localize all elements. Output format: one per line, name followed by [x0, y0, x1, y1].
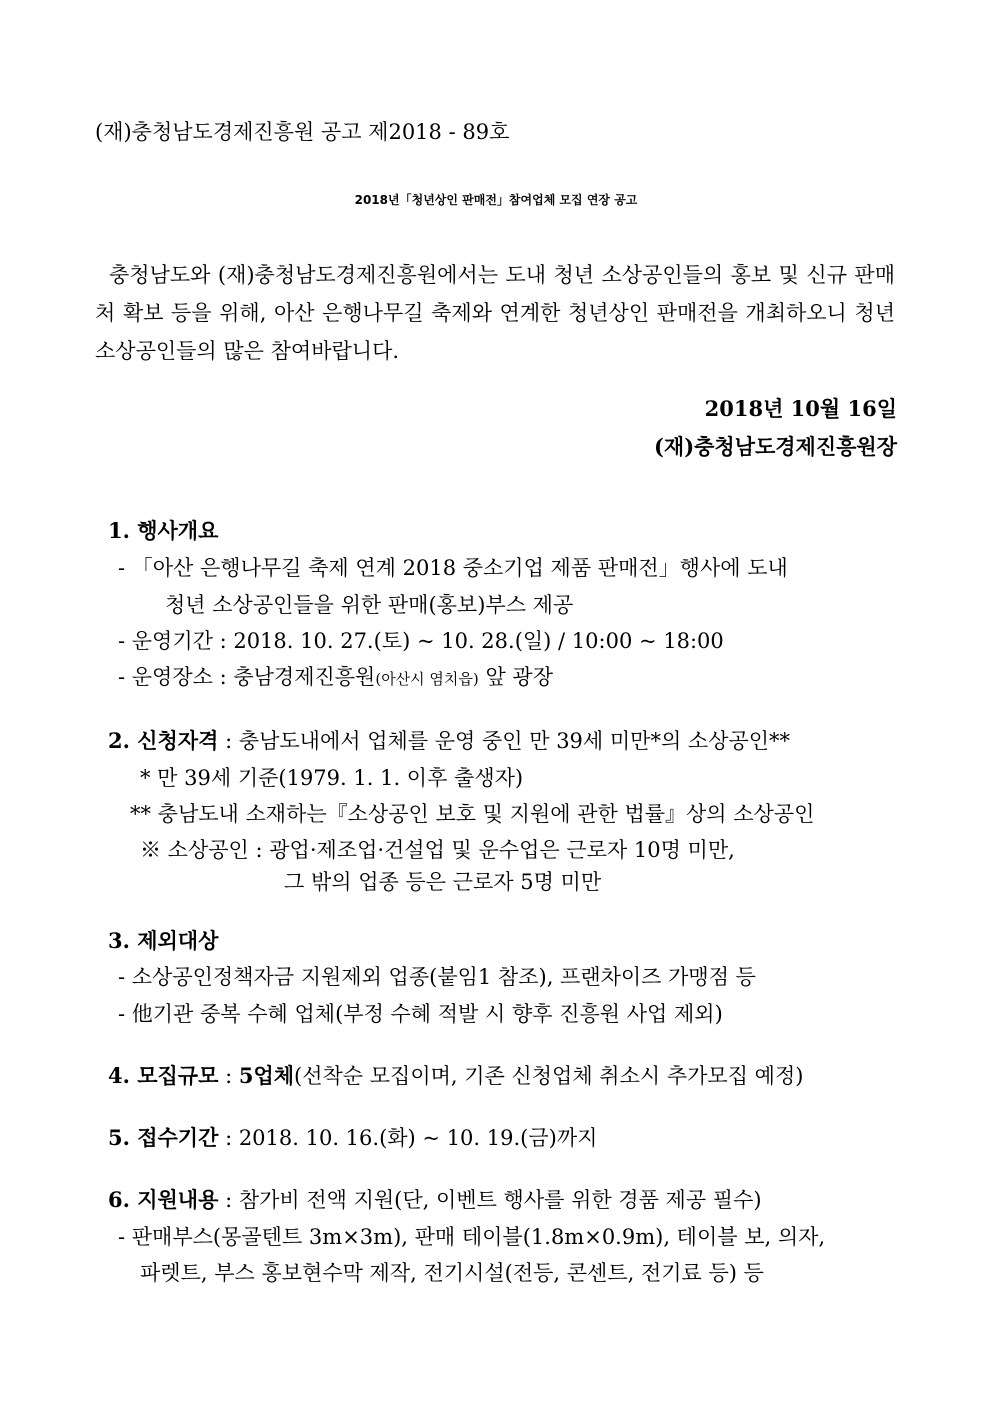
section-4-heading: 4. 모집규모: [108, 1063, 219, 1088]
section-3-item-1: - 소상공인정책자금 지원제외 업종(붙임1 참조), 프랜차이즈 가맹점 등: [118, 965, 756, 989]
section-1-item-1: - 「아산 은행나무길 축제 연계 2018 중소기업 제품 판매전」행사에 도내: [118, 556, 788, 580]
section-2-line: [108, 727, 790, 755]
section-4-text: (선착순 모집이며, 기존 신청업체 취소시 추가모집 예정): [294, 1064, 804, 1088]
notice-number: (재)충청남도경제진흥원 공고 제2018 - 89호: [95, 120, 510, 144]
venue-location: (아산시 염치읍): [375, 670, 479, 688]
section-2-note-1: * 만 39세 기준(1979. 1. 1. 이후 출생자): [140, 766, 524, 790]
section-6-text: : 참가비 전액 지원(단, 이벤트 행사를 위한 경품 제공 필수): [218, 1188, 762, 1212]
section-5-text: : 2018. 10. 16.(화) ~ 10. 19.(금)까지: [218, 1126, 598, 1150]
section-3-heading: 3. 제외대상: [108, 928, 219, 953]
section-1-item-1-cont: 청년 소상공인들을 위한 판매(홍보)부스 제공: [165, 593, 574, 617]
venue-tail: 앞 광장: [478, 665, 553, 689]
section-6-item-1-cont: 파렛트, 부스 홍보현수막 제작, 전기시설(전등, 콘센트, 전기료 등) 등: [140, 1261, 764, 1285]
section-2-note-4: 그 밖의 업종 등은 근로자 5명 미만: [284, 870, 602, 894]
announcement-date: 2018년 10월 16일: [704, 396, 897, 421]
section-4-line: [108, 1062, 803, 1090]
section-4-sep: :: [218, 1064, 239, 1088]
section-2-heading: 2. 신청자격: [108, 728, 219, 753]
section-4-count: 5업체: [238, 1063, 295, 1088]
intro-paragraph: 충청남도와 (재)충청남도경제진흥원에서는 도내 청년 소상공인들의 홍보 및 신규 판매처 확보 등을 위해, 아산 은행나무길 축제와 연계한 청년상인 판매전을 개최하오니 청년 소상공인들의 많은 참여바랍니다.: [95, 263, 895, 363]
section-5-line: [108, 1124, 597, 1152]
section-6-item-1: - 판매부스(몽골텐트 3m×3m), 판매 테이블(1.8m×0.9m), 테이블 보, 의자,: [118, 1225, 826, 1249]
section-6-line: [108, 1186, 762, 1214]
section-3-item-2: - 他기관 중복 수혜 업체(부정 수혜 적발 시 향후 진흥원 사업 제외): [118, 1002, 723, 1026]
section-6-heading: 6. 지원내용: [108, 1187, 219, 1212]
section-2-note-3: ※ 소상공인 : 광업·제조업·건설업 및 운수업은 근로자 10명 미만,: [140, 838, 735, 862]
venue-label: - 운영장소 : 충남경제진흥원: [118, 665, 376, 689]
section-1-item-2: - 운영기간 : 2018. 10. 27.(토) ~ 10. 28.(일) / 10:00 ~ 18:00: [118, 629, 724, 653]
signer: (재)충청남도경제진흥원장: [653, 434, 897, 459]
section-2-text: : 충남도내에서 업체를 운영 중인 만 39세 미만*의 소상공인**: [218, 729, 791, 753]
document-title: 2018년「청년상인 판매전」참여업체 모집 연장 공고: [354, 193, 638, 207]
section-1-heading: 1. 행사개요: [108, 518, 219, 543]
section-2-note-2: ** 충남도내 소재하는『소상공인 보호 및 지원에 관한 법률』상의 소상공인: [130, 802, 815, 826]
section-5-heading: 5. 접수기간: [108, 1125, 219, 1150]
section-1-item-3: [118, 663, 553, 693]
